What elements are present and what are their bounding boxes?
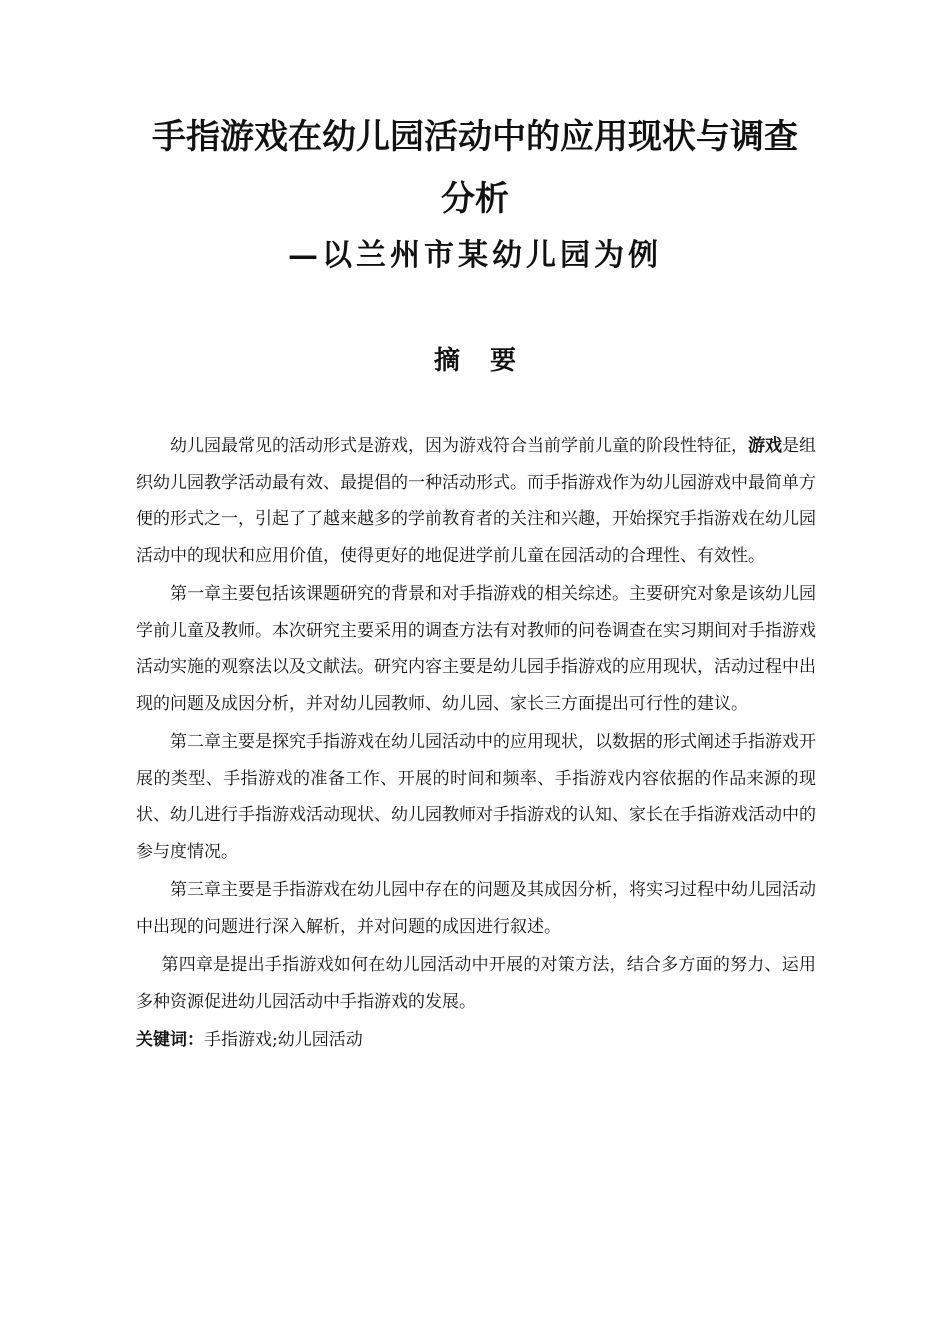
abstract-paragraph-5: 第四章是提出手指游戏如何在幼儿园活动中开展的对策方法，结合多方面的努力、运用多种资源促进幼儿园活动中手指游戏的发展。 <box>136 955 816 1012</box>
abstract-p1-start: 幼儿园最常见的活动形式是游戏，因为游戏符合当前学前儿童的阶段性特征， <box>170 436 748 456</box>
paper-title <box>120 106 830 230</box>
paper-subtitle: —以兰州市某幼儿园为例 <box>288 238 662 273</box>
abstract-p1-bold-word: 游戏 <box>748 436 782 456</box>
abstract-paragraph-3: 第二章主要是探究手指游戏在幼儿园活动中的应用现状，以数据的形式阐述手指游戏开展的类型、手指游戏的准备工作、开展的时间和频率、手指游戏内容依据的作品来源的现状、幼儿进行手指游戏活动现状、幼儿园教师对手指游戏的认知、家长在手指游戏活动中的参与度情况。 <box>136 732 816 862</box>
paper-title-line2: 分析 <box>441 179 509 219</box>
abstract-heading: 摘要 <box>433 346 546 376</box>
abstract-paragraph-1 <box>136 428 816 574</box>
abstract-body <box>136 428 816 1058</box>
keywords-line <box>136 1022 816 1058</box>
keywords-label: 关键词： <box>136 1030 204 1050</box>
paper-title-line1: 手指游戏在幼儿园活动中的应用现状与调查 <box>152 117 798 157</box>
keywords-value: 手指游戏;幼儿园活动 <box>204 1030 363 1050</box>
abstract-p1-end: 是组织幼儿园教学活动最有效、最提倡的一种活动形式。而手指游戏作为幼儿园游戏中最简单方便的形式之一，引起了了越来越多的学前教育者的关注和兴趣，开始探究手指游戏在幼儿园活动中的现状和应用价值，使得更好的地促进学前儿童在园活动的合理性、有效性。 <box>136 436 816 566</box>
abstract-paragraph-4: 第三章主要是手指游戏在幼儿园中存在的问题及其成因分析，将实习过程中幼儿园活动中出现的问题进行深入解析，并对问题的成因进行叙述。 <box>136 880 816 937</box>
abstract-paragraph-2: 第一章主要包括该课题研究的背景和对手指游戏的相关综述。主要研究对象是该幼儿园学前儿童及教师。本次研究主要采用的调查方法有对教师的问卷调查在实习期间对手指游戏活动实施的观察法以及文献法。研究内容主要是幼儿园手指游戏的应用现状，活动过程中出现的问题及成因分析，并对幼儿园教师、幼儿园、家长三方面提出可行性的建议。 <box>136 584 816 714</box>
